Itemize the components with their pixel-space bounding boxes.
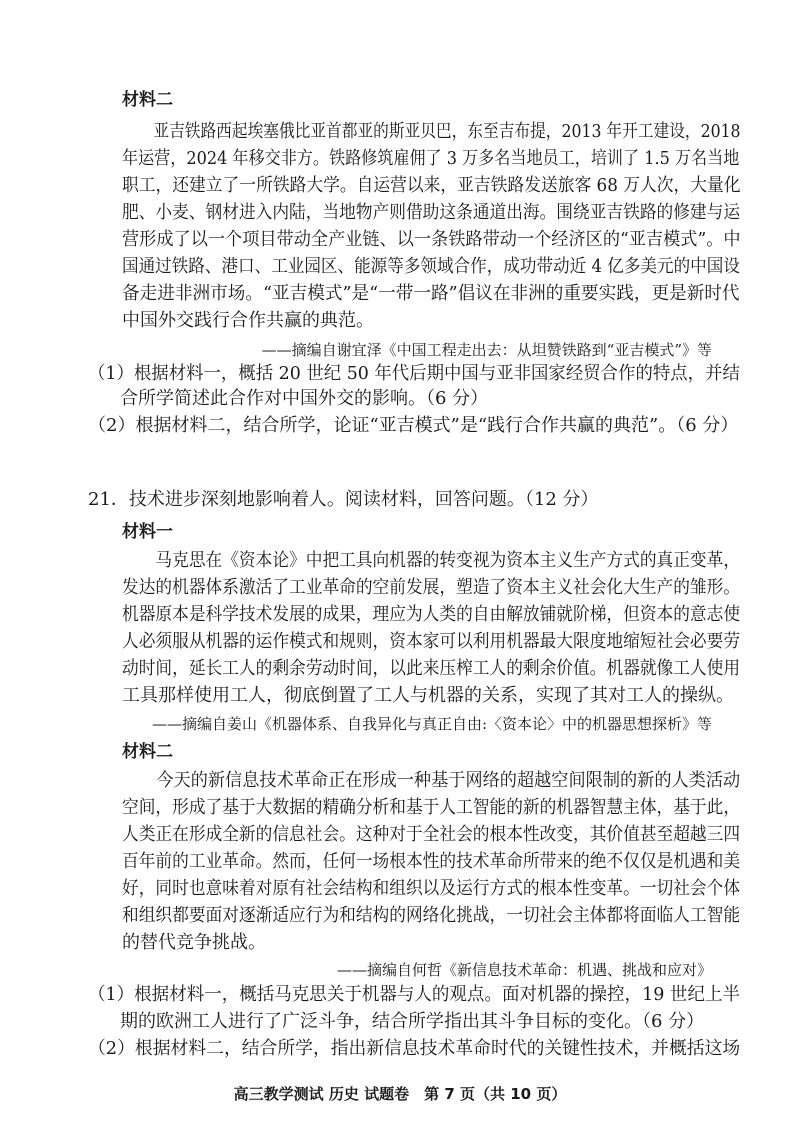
sub-question-cont: 合所学简述此合作对中国外交的影响。（6 分）	[120, 388, 489, 409]
material-line: 工具那样使用工人，彻底倒置了工人与机器的关系，实现了其对工人的操纵。	[122, 685, 734, 706]
material-line: 和组织都要面对逐渐适应行为和结构的网络化挑战，一切社会主体都将面临人工智能	[122, 905, 741, 926]
material-line: 营形成了以一个项目带动全产业链、以一条铁路带动一个经济区的“亚吉模式”。中	[122, 229, 741, 250]
material-line: 肥、小麦、钢材进入内陆，当地物产则借助这条通道出海。围绕亚吉铁路的修建与运	[122, 202, 741, 223]
sub-question: （2）根据材料二，结合所学，指出新信息技术革命时代的关键性技术，并概括这场	[88, 1038, 741, 1059]
question-title: 21．技术进步深刻地影响着人。阅读材料，回答问题。（12 分）	[88, 489, 599, 510]
material-line: 好，同时也意味着对原有社会结构和组织以及运行方式的根本性变革。一切社会个体	[122, 878, 741, 899]
material-line: 国通过铁路、港口、工业园区、能源等多领域合作，成功带动近 4 亿多美元的中国设	[122, 256, 740, 277]
material-line: 中国外交践行合作共赢的典范。	[122, 310, 374, 331]
material-line: 马克思在《资本论》中把工具向机器的转变视为资本主义生产方式的真正变革，	[122, 550, 741, 571]
source-citation: ——摘编自谢宜泽《中国工程走出去：从坦赞铁路到“亚吉模式”》等	[261, 341, 712, 359]
page-footer: 高三教学测试 历史 试题卷 第 7 页（共 10 页）	[233, 1085, 567, 1103]
material-line: 职工，还建立了一所铁路大学。自运营以来，亚吉铁路发送旅客 68 万人次，大量化	[122, 175, 741, 196]
sub-question: （1）根据材料一，概括 20 世纪 50 年代后期中国与亚非国家经贸合作的特点，并结	[88, 363, 740, 384]
material-line: 备走进非洲市场。“亚吉模式”是“一带一路”倡议在非洲的重要实践，更是新时代	[122, 283, 740, 304]
sub-question: （2）根据材料二，结合所学，论证“亚吉模式”是“践行合作共赢的典范”。（6 分）	[88, 415, 739, 436]
material-line: 的替代竞争挑战。	[122, 932, 266, 953]
material-line: 今天的新信息技术革命正在形成一种基于网络的超越空间限制的新的人类活动	[122, 770, 741, 791]
material-line: 百年前的工业革命。然而，任何一场根本性的技术革命所带来的绝不仅仅是机遇和美	[122, 851, 741, 872]
material-line: 发达的机器体系激活了工业革命的空前发展，塑造了资本主义社会化大生产的雏形。	[122, 577, 741, 598]
material-heading: 材料一	[122, 522, 173, 542]
material-heading: 材料二	[122, 90, 173, 110]
material-line: 人类正在形成全新的信息社会。这种对于全社会的根本性改变，其价值甚至超越三四	[122, 824, 741, 845]
source-citation: ——摘编自姜山《机器体系、自我异化与真正自由:〈资本论〉中的机器思想探析》等	[151, 715, 712, 733]
material-line: 动时间，延长工人的剩余劳动时间，以此来压榨工人的剩余价值。机器就像工人使用	[122, 658, 741, 679]
material-line: 机器原本是科学技术发展的成果，理应为人类的自由解放铺就阶梯，但资本的意志使	[122, 604, 741, 625]
material-line: 年运营，2024 年移交非方。铁路修筑雇佣了 3 万多名当地员工，培训了 1.5 万名当地	[122, 148, 740, 169]
source-citation: ——摘编自何哲《新信息技术革命：机遇、挑战和应对》	[336, 961, 712, 979]
sub-question: （1）根据材料一，概括马克思关于机器与人的观点。面对机器的操控，19 世纪上半	[88, 984, 740, 1005]
material-heading: 材料二	[122, 742, 173, 762]
sub-question-cont: 期的欧洲工人进行了广泛斗争，结合所学指出其斗争目标的变化。（6 分）	[120, 1011, 705, 1032]
material-line: 人必须服从机器的运作模式和规则，资本家可以利用机器最大限度地缩短社会必要劳	[122, 631, 741, 652]
material-line: 空间，形成了基于大数据的精确分析和基于人工智能的新的机器智慧主体，基于此，	[122, 797, 741, 818]
material-line: 亚吉铁路西起埃塞俄比亚首都亚的斯亚贝巴，东至吉布提，2013 年开工建设，2018	[122, 121, 741, 142]
